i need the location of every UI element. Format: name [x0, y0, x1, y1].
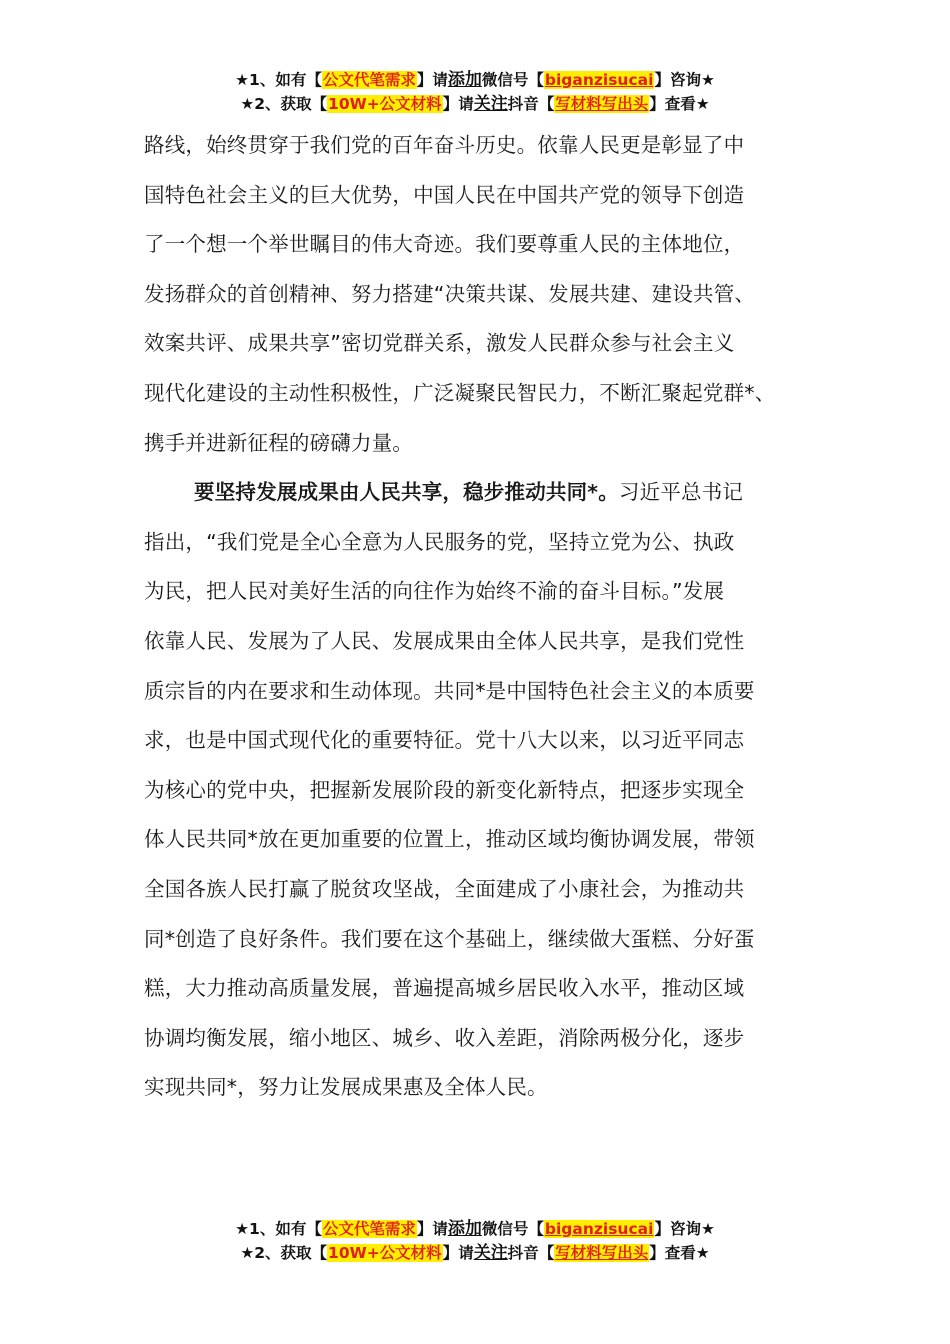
text-line: 习近平总书记 — [618, 480, 744, 505]
text-line: 发扬群众的首创精神、努力搭建“决策共谋、发展共建、建设共管、 — [144, 281, 756, 306]
text-line: 实现共同*，努力让发展成果惠及全体人民。 — [144, 1075, 548, 1100]
douyin-id-highlight: 写材料写出头 — [555, 95, 649, 113]
banner-text: ★1、如有【 — [235, 71, 322, 89]
wechat-id-highlight: biganzisucai — [544, 71, 654, 89]
text-line: 携手并进新征程的磅礴力量。 — [144, 430, 414, 455]
banner-text: 】咨询★ — [654, 71, 715, 89]
header-banner — [0, 68, 950, 116]
text-line: 路线，始终贯穿于我们党的百年奋斗历史。依靠人民更是彰显了中 — [144, 133, 745, 157]
text-line: 全国各族人民打赢了脱贫攻坚战，全面建成了小康社会，为推动共 — [144, 876, 745, 901]
banner-text: 】咨询★ — [654, 1220, 715, 1238]
banner-text: 】查看★ — [649, 1244, 710, 1262]
footer-banner — [0, 1217, 950, 1265]
text-line: 为民，把人民对美好生活的向往作为始终不渝的奋斗目标。”发展 — [144, 579, 725, 604]
text-line: 了一个想一个举世瞩目的伟大奇迹。我们要尊重人民的主体地位， — [144, 232, 745, 257]
text-line: 协调均衡发展，缩小地区、城乡、收入差距，消除两极分化，逐步 — [144, 1025, 745, 1050]
banner-text: 】查看★ — [649, 95, 710, 113]
banner-text: 抖音【 — [507, 95, 555, 113]
text-line: 同*创造了良好条件。我们要在这个基础上，继续做大蛋糕、分好蛋 — [144, 926, 755, 951]
text-line: 依靠人民、发展为了人民、发展成果由全体人民共享，是我们党性 — [144, 628, 745, 653]
banner-text: 】请 — [442, 95, 474, 113]
banner-underline: 添加 — [447, 1219, 482, 1239]
douyin-id-highlight: 写材料写出头 — [555, 1244, 649, 1262]
banner-underline: 关注 — [473, 1243, 508, 1263]
paragraph-1 — [144, 121, 816, 468]
footer-banner-line-1 — [0, 1217, 950, 1241]
text-line: 质宗旨的内在要求和生动体现。共同*是中国特色社会主义的本质要 — [144, 678, 755, 703]
header-banner-line-2 — [0, 92, 950, 116]
banner-underline: 添加 — [447, 70, 482, 90]
banner-text: 】请 — [442, 1244, 474, 1262]
banner-text: 抖音【 — [507, 1244, 555, 1262]
banner-highlight: 公文代笔需求 — [322, 1220, 416, 1238]
text-line: 为核心的党中央，把握新发展阶段的新变化新特点，把逐步实现全 — [144, 777, 745, 802]
banner-underline: 关注 — [473, 94, 508, 114]
document-body — [144, 121, 816, 1113]
footer-banner-line-2 — [0, 1241, 950, 1265]
banner-text: 】请 — [416, 71, 448, 89]
banner-highlight: 10W+公文材料 — [328, 1244, 442, 1262]
banner-text: 微信号【 — [481, 71, 544, 89]
text-line: 效案共评、成果共享”密切党群关系，激发人民群众参与社会主义 — [144, 331, 735, 356]
text-line: 求，也是中国式现代化的重要特征。党十八大以来，以习近平同志 — [144, 728, 745, 753]
wechat-id-highlight: biganzisucai — [544, 1220, 654, 1238]
banner-text: ★2、获取【 — [240, 1244, 328, 1262]
banner-highlight: 10W+公文材料 — [328, 95, 442, 113]
text-line: 糕，大力推动高质量发展，普遍提高城乡居民收入水平，推动区域 — [144, 976, 745, 1001]
text-line: 现代化建设的主动性积极性，广泛凝聚民智民力，不断汇聚起党群*、 — [144, 380, 776, 405]
banner-text: 】请 — [416, 1220, 448, 1238]
text-line: 指出，“我们党是全心全意为人民服务的党，坚持立党为公、执政 — [144, 529, 735, 554]
header-banner-line-1 — [0, 68, 950, 92]
text-line: 体人民共同*放在更加重要的位置上，推动区域均衡协调发展，带领 — [144, 827, 755, 852]
banner-text: 微信号【 — [481, 1220, 544, 1238]
banner-highlight: 公文代笔需求 — [322, 71, 416, 89]
paragraph-2 — [144, 468, 816, 1113]
banner-text: ★2、获取【 — [240, 95, 328, 113]
banner-text: ★1、如有【 — [235, 1220, 322, 1238]
paragraph-heading: 要坚持发展成果由人民共享，稳步推动共同*。 — [194, 480, 619, 505]
text-line: 国特色社会主义的巨大优势，中国人民在中国共产党的领导下创造 — [144, 182, 745, 207]
paragraph-first-line — [144, 468, 816, 518]
